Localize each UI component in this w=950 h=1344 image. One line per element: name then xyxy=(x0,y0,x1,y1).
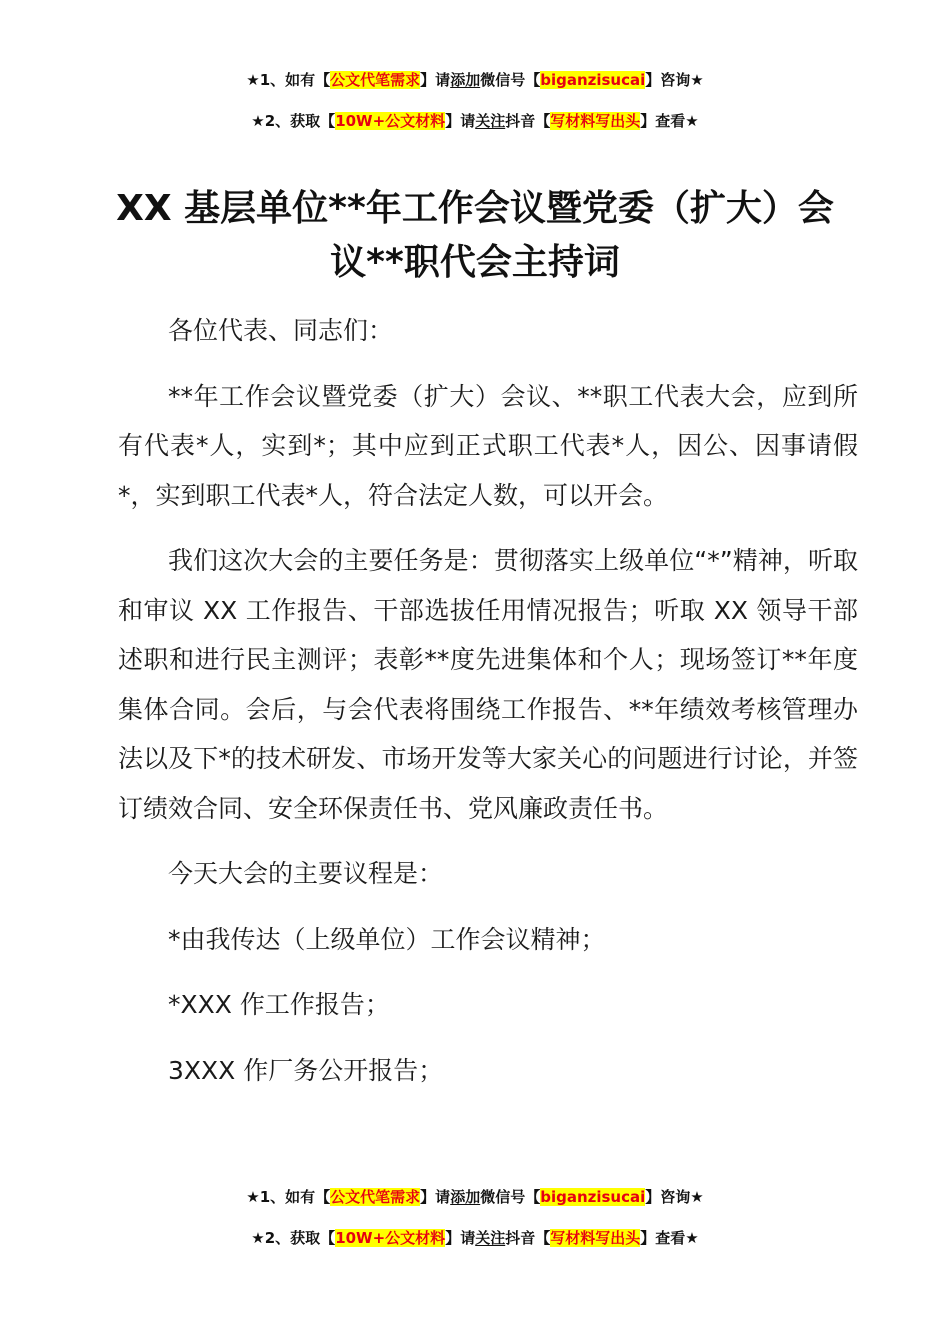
title-line-1: XX 基层单位**年工作会议暨党委（扩大）会 xyxy=(116,188,834,229)
paragraph-agenda-intro: 今天大会的主要议程是： xyxy=(168,859,444,888)
banner-text: ★2、获取【 xyxy=(251,112,336,130)
banner-highlight: 写材料写出头 xyxy=(550,112,641,130)
banner-text: 】请 xyxy=(420,71,451,89)
banner-text: 】请 xyxy=(420,1188,451,1206)
banner-highlight: 公文代笔需求 xyxy=(330,1188,421,1206)
banner-underlined: 关注 xyxy=(475,1229,506,1247)
banner-text: 】查看★ xyxy=(640,1229,699,1247)
banner-text: 抖音【 xyxy=(505,112,551,130)
banner-underlined: 添加 xyxy=(450,1188,481,1206)
agenda-item: *XXX 作工作报告； xyxy=(168,990,390,1019)
banner-highlight: 公文代笔需求 xyxy=(330,71,421,89)
banner-text: 】请 xyxy=(445,112,476,130)
banner-highlight: 10W+公文材料 xyxy=(335,112,446,130)
banner-text: 】查看★ xyxy=(640,112,699,130)
agenda-item: 3XXX 作厂务公开报告； xyxy=(168,1055,444,1085)
banner-text: 】咨询★ xyxy=(645,1188,704,1206)
top-banner-line-2 xyxy=(0,111,950,131)
document-title xyxy=(90,182,860,290)
banner-underlined: 关注 xyxy=(475,112,506,130)
banner-highlight: biganzisucai xyxy=(540,71,646,89)
top-banner-line-1 xyxy=(0,70,950,90)
banner-text: ★2、获取【 xyxy=(251,1229,336,1247)
banner-highlight: biganzisucai xyxy=(540,1188,646,1206)
banner-text: 微信号【 xyxy=(480,1188,541,1206)
title-line-2: 议**职代会主持词 xyxy=(330,242,620,283)
banner-highlight: 10W+公文材料 xyxy=(335,1229,446,1247)
banner-text: 】请 xyxy=(445,1229,476,1247)
banner-text: 】咨询★ xyxy=(645,71,704,89)
paragraph-salutation: 各位代表、同志们： xyxy=(168,316,394,345)
paragraph-attendance: **年工作会议暨党委（扩大）会议、**职工代表大会，应到所有代表*人，实到*；其中应到正式职工代表*人，因公、因事请假*，实到职工代表*人，符合法定人数，可以开会。 xyxy=(118,381,858,510)
banner-text: ★1、如有【 xyxy=(246,1188,331,1206)
banner-text: 抖音【 xyxy=(505,1229,551,1247)
banner-underlined: 添加 xyxy=(450,71,481,89)
agenda-item: *由我传达（上级单位）工作会议精神； xyxy=(168,924,606,954)
bottom-banner-line-2 xyxy=(0,1228,950,1248)
bottom-banner-line-1 xyxy=(0,1187,950,1207)
document-body xyxy=(118,306,858,1111)
banner-highlight: 写材料写出头 xyxy=(550,1229,641,1247)
banner-text: 微信号【 xyxy=(480,71,541,89)
paragraph-tasks: 我们这次大会的主要任务是：贯彻落实上级单位“*”精神，听取和审议 XX 工作报告、干部选拔任用情况报告；听取 XX 领导干部述职和进行民主测评；表彰**度先进集体和个人；现场签订**年度集体合同。会后，与会代表将围绕工作报告、**年绩效考核管理办法以及下*的技术研发、市场开发等大家关心的问题进行讨论，并签订绩效合同、安全环保责任书、党风廉政责任书。 xyxy=(118,546,858,823)
banner-text: ★1、如有【 xyxy=(246,71,331,89)
